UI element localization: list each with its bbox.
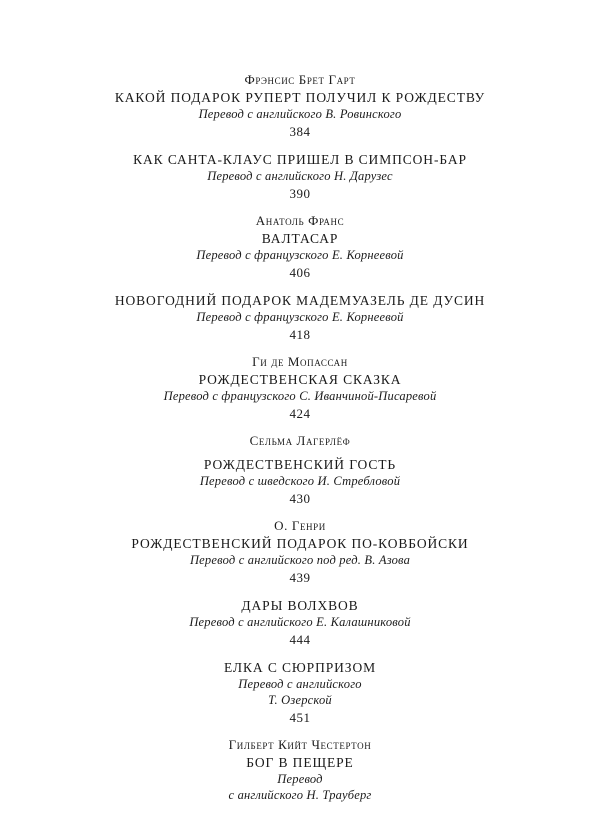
entry-translator: Перевод с английского [238, 677, 362, 691]
toc-entry [0, 737, 600, 803]
entry-translator: Перевод с английского Н. Дарузес [207, 169, 393, 183]
toc-entry [0, 597, 600, 648]
entry-translator-line-2: с английского Н. Трауберг [228, 788, 372, 802]
toc-entry [0, 354, 600, 422]
entry-translator: Перевод с шведского И. Стребловой [199, 474, 401, 488]
entry-page-number: 424 [289, 406, 311, 421]
entry-page-number: 418 [289, 327, 311, 342]
entry-title: ЕЛКА С СЮРПРИЗОМ [223, 660, 377, 675]
entry-title: РОЖДЕСТВЕНСКАЯ СКАЗКА [198, 372, 402, 387]
entry-page-number: 451 [289, 710, 311, 725]
entry-title: КАКОЙ ПОДАРОК РУПЕРТ ПОЛУЧИЛ К РОЖДЕСТВУ [114, 90, 486, 105]
entry-title: НОВОГОДНИЙ ПОДАРОК МАДЕМУАЗЕЛЬ ДЕ ДУСИН [114, 293, 486, 308]
entry-author: О. Генри [274, 518, 326, 533]
entry-title: ДАРЫ ВОЛХВОВ [241, 598, 359, 613]
entry-page-number: 430 [289, 491, 311, 506]
toc-entry [0, 433, 600, 507]
entry-title: РОЖДЕСТВЕНСКИЙ ГОСТЬ [203, 457, 397, 472]
entry-translator: Перевод [277, 772, 323, 786]
entry-translator-line-2: Т. Озерской [268, 693, 332, 707]
entry-title: ВАЛТАСАР [261, 231, 339, 246]
toc-entry [0, 151, 600, 202]
entry-translator: Перевод с английского под ред. В. Азова [189, 553, 411, 567]
entry-translator: Перевод с французского Е. Корнеевой [196, 248, 404, 262]
entry-author: Анатоль Франс [255, 213, 345, 228]
entry-title: БОГ В ПЕЩЕРЕ [246, 755, 354, 770]
entry-page-number: 439 [289, 570, 311, 585]
entry-author: Гилберт Кийт Честертон [228, 737, 372, 752]
entry-page-number: 406 [289, 265, 311, 280]
toc-entry [0, 213, 600, 281]
toc-entry [0, 292, 600, 343]
toc-entry [0, 659, 600, 726]
entry-translator: Перевод с французского Е. Корнеевой [196, 310, 404, 324]
entry-page-number: 444 [289, 632, 311, 647]
toc-entry [0, 518, 600, 586]
entry-translator: Перевод с английского Е. Калашниковой [189, 615, 411, 629]
entry-author: Фрэнсис Брет Гарт [244, 72, 356, 87]
entry-author: Ги де Мопассан [252, 354, 348, 369]
entry-page-number: 390 [289, 186, 311, 201]
toc-entry [0, 72, 600, 140]
entry-author: Сельма Лагерлёф [249, 433, 351, 448]
entry-translator: Перевод с французского С. Иванчиной-Писаревой [163, 389, 437, 403]
entry-page-number: 384 [289, 124, 311, 139]
entry-title: КАК САНТА-КЛАУС ПРИШЕЛ В СИМПСОН-БАР [133, 152, 467, 167]
entry-translator: Перевод с английского В. Ровинского [198, 107, 402, 121]
entry-title: РОЖДЕСТВЕНСКИЙ ПОДАРОК ПО-КОВБОЙСКИ [131, 536, 469, 551]
table-of-contents [0, 72, 600, 814]
